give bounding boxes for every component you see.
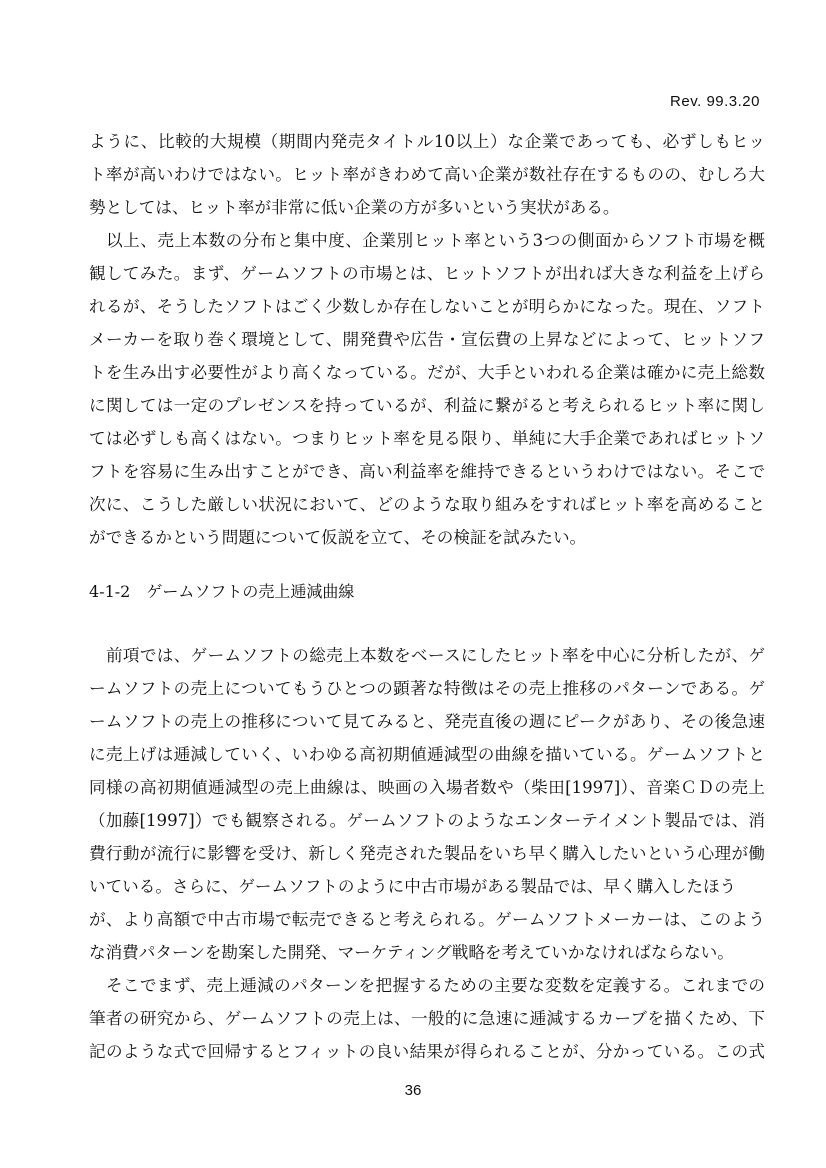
body-text-line: ては必ずしも高くはない。つまりヒット率を見る限り、単純に大手企業であればヒットソ — [89, 429, 765, 448]
revision-label: Rev. 99.3.20 — [670, 93, 760, 110]
body-text-line: 筆者の研究から、ゲームソフトの売上は、一般的に急速に逓減するカーブを描くため、下 — [89, 1009, 765, 1028]
body-text-line: （加藤[1997]）でも観察される。ゲームソフトのようなエンターテイメント製品では、消 — [89, 811, 765, 830]
body-text-line: 次に、こうした厳しい状況において、どのような取り組みをすればヒット率を高めること — [89, 495, 765, 514]
body-text-line: フトを容易に生み出すことができ、高い利益率を維持できるというわけではない。そこで — [89, 462, 765, 481]
body-text-line: 費行動が流行に影響を受け、新しく発売された製品をいち早く購入したいという心理が働 — [89, 844, 765, 863]
body-text-line: 前項では、ゲームソフトの総売上本数をベースにしたヒット率を中心に分析したが、ゲ — [89, 646, 765, 665]
body-text-line: そこでまず、売上逓減のパターンを把握するための主要な変数を定義する。これまでの — [89, 976, 765, 995]
body-text-line: 以上、売上本数の分布と集中度、企業別ヒット率という3つの側面からソフト市場を概 — [89, 231, 765, 250]
body-text-line: ができるかという問題について仮説を立て、その検証を試みたい。 — [89, 528, 587, 547]
section-heading: 4-1-2 ゲームソフトの売上逓減曲線 — [89, 582, 355, 601]
body-text-line: 観してみた。まず、ゲームソフトの市場とは、ヒットソフトが出れば大きな利益を上げら — [89, 264, 765, 283]
body-text-line: 同様の高初期値逓減型の売上曲線は、映画の入場者数や（柴田[1997]）、音楽ＣＤの売上 — [89, 778, 765, 797]
body-text-line: に売上げは逓減していく、いわゆる高初期値逓減型の曲線を描いている。ゲームソフトと — [89, 745, 765, 764]
body-text-line: メーカーを取り巻く環境として、開発費や広告・宣伝費の上昇などによって、ヒットソフ — [89, 330, 765, 349]
body-text-line: ト率が高いわけではない。ヒット率がきわめて高い企業が数社存在するものの、むしろ大 — [89, 165, 765, 184]
body-text-line: な消費パターンを勘案した開発、マーケティング戦略を考えていかなければならない。 — [89, 943, 734, 962]
body-text-line: 勢としては、ヒット率が非常に低い企業の方が多いという実状がある。 — [89, 198, 620, 217]
body-text-line: 記のような式で回帰するとフィットの良い結果が得られることが、分かっている。この式 — [89, 1042, 765, 1061]
body-text-line: に関しては一定のプレゼンスを持っているが、利益に繋がると考えられるヒット率に関し — [89, 396, 765, 415]
body-text-line: トを生み出す必要性がより高くなっている。だが、大手といわれる企業は確かに売上総数 — [89, 363, 765, 382]
body-text-line: ように、比較的大規模（期間内発売タイトル10以上）な企業であっても、必ずしもヒッ — [89, 132, 765, 151]
body-text-line: れるが、そうしたソフトはごく少数しか存在しないことが明らかになった。現在、ソフト — [89, 297, 765, 316]
body-text-line: ームソフトの売上の推移について見てみると、発売直後の週にピークがあり、その後急速 — [89, 712, 765, 731]
page-number: 36 — [404, 1082, 422, 1099]
body-text-line: が、より高額で中古市場で転売できると考えられる。ゲームソフトメーカーは、このよう — [89, 910, 765, 929]
body-text-line: いている。さらに、ゲームソフトのように中古市場がある製品では、早く購入したほう — [89, 877, 737, 896]
body-text-line: ームソフトの売上についてもうひとつの顕著な特徴はその売上推移のパターンである。ゲ — [89, 679, 765, 698]
